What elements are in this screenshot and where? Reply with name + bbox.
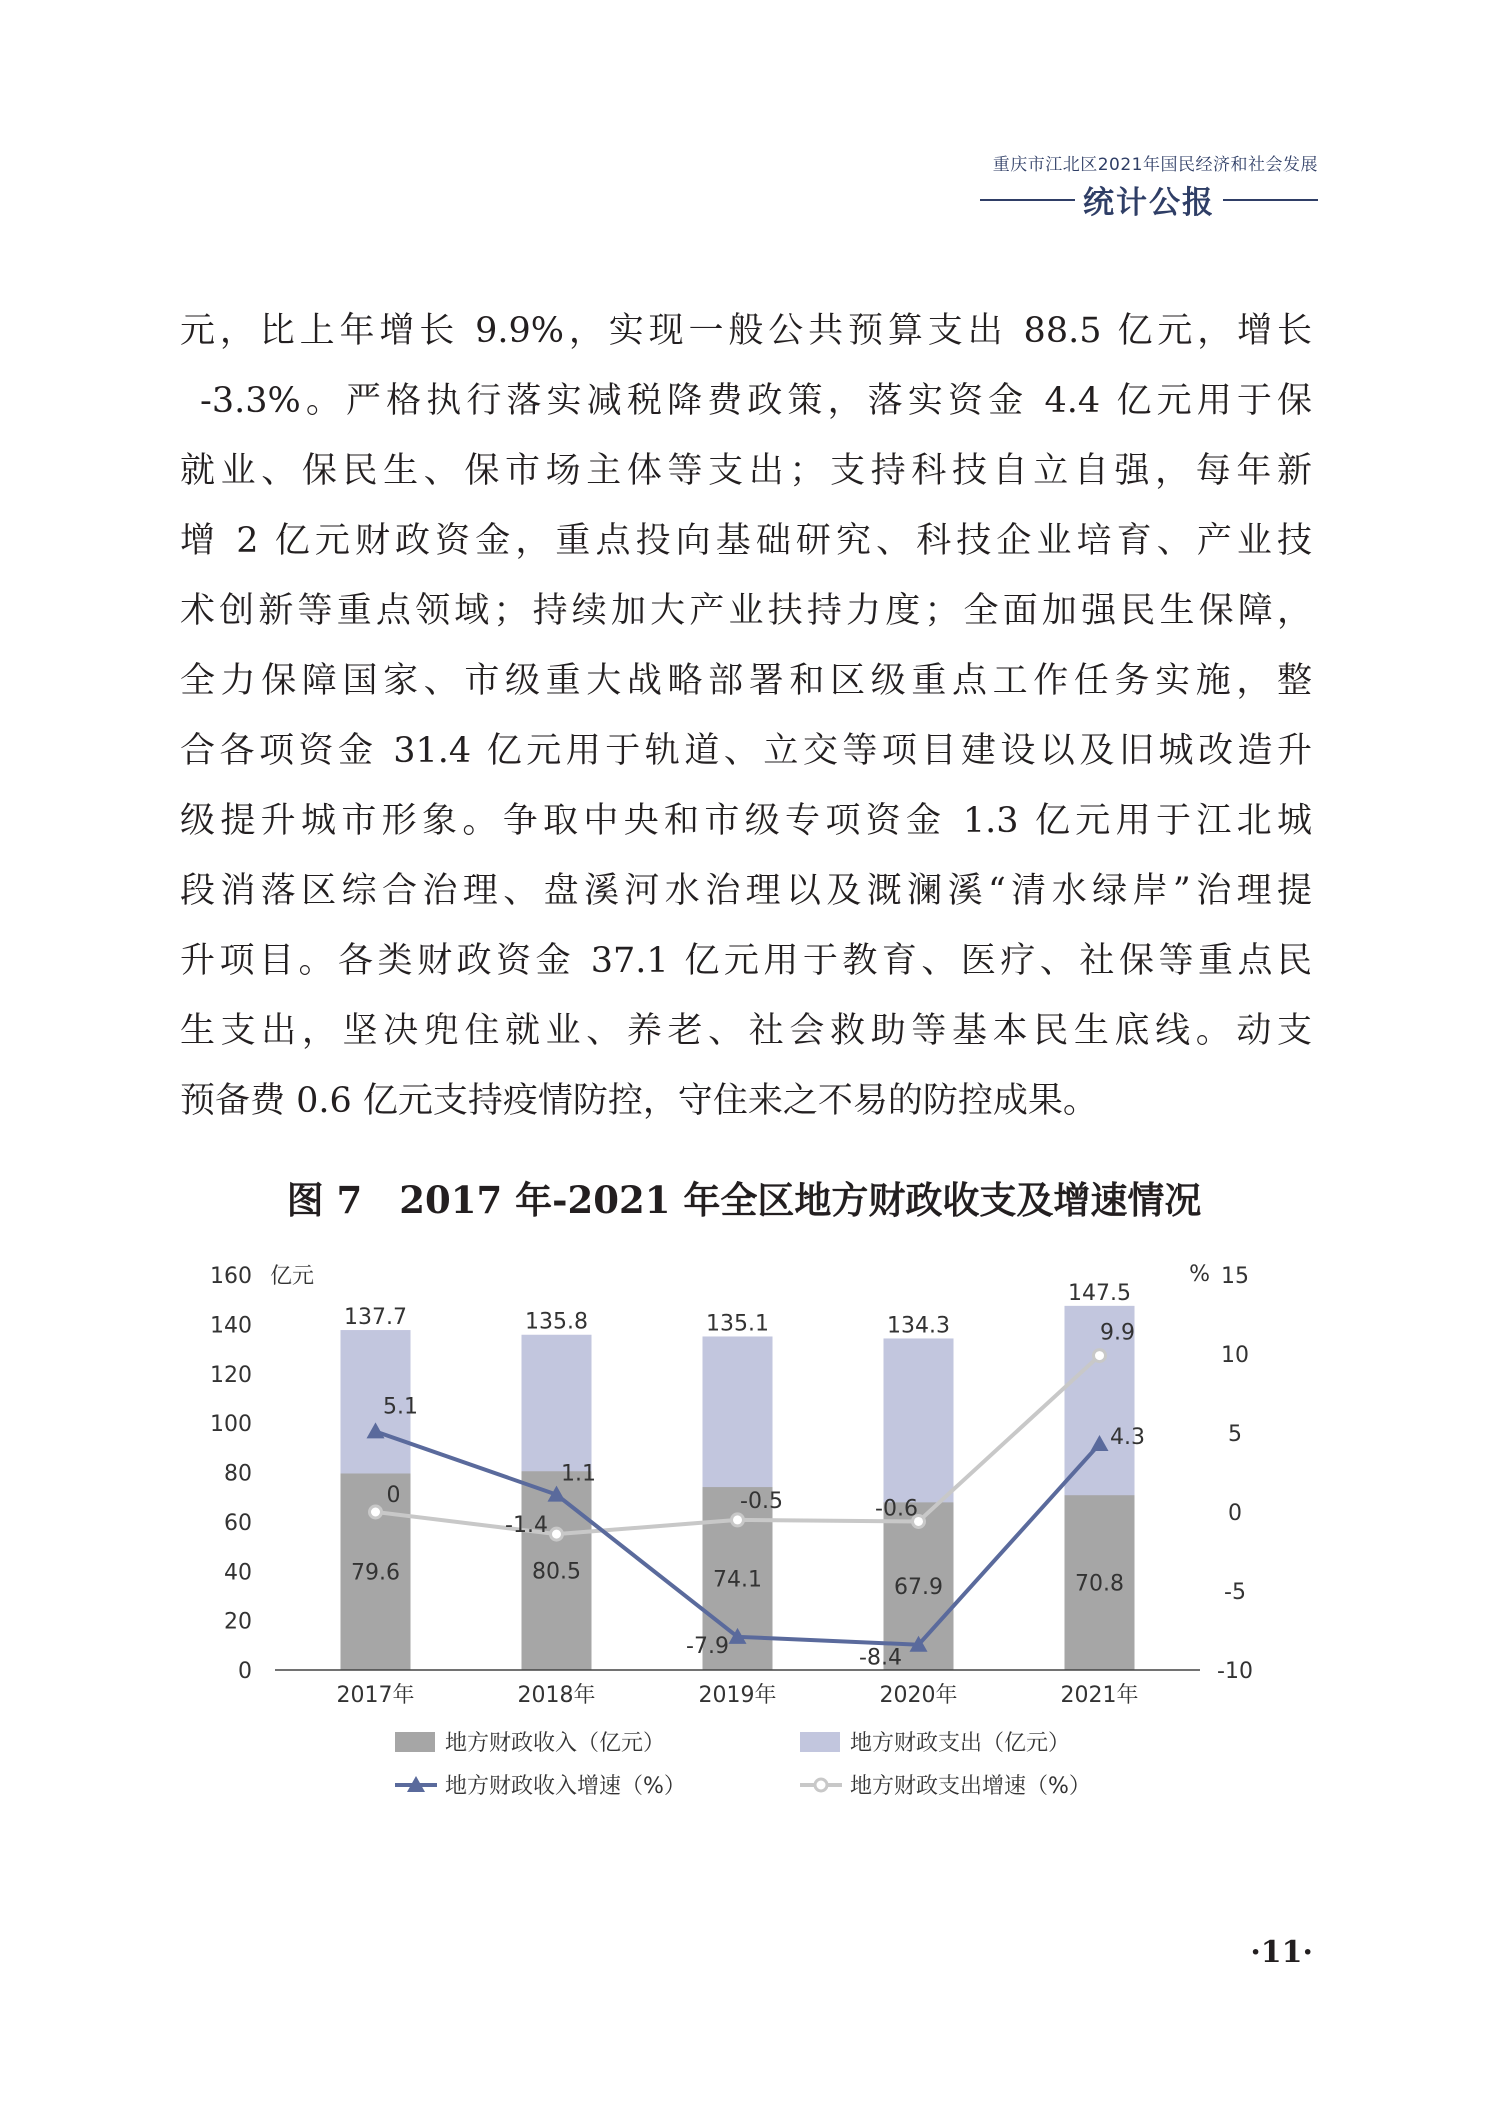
report-header (958, 150, 1318, 222)
x-axis-category-label: 2020年 (879, 1683, 958, 1708)
paragraph-line: 元，比上年增长 9.9%，实现一般公共预算支出 88.5 亿元，增长 (180, 311, 1312, 351)
left-axis-tick-label: 80 (224, 1461, 252, 1487)
income-growth-label: 5.1 (383, 1394, 418, 1420)
right-axis-tick-label: 10 (1221, 1343, 1249, 1368)
expenditure-growth-point (732, 1514, 744, 1526)
paragraph-line: 合各项资金 31.4 亿元用于轨道、立交等项目建设以及旧城改造升 (180, 731, 1312, 771)
right-axis-tick-label: 5 (1228, 1422, 1242, 1447)
left-axis-tick-label: 0 (238, 1659, 252, 1684)
paragraph-line: 全力保障国家、市级重大战略部署和区级重点工作任务实施，整 (180, 661, 1312, 701)
legend-label: 地方财政收入（亿元） (445, 1731, 666, 1756)
paragraph-line: 段消落区综合治理、盘溪河水治理以及溉澜溪“清水绿岸”治理提 (180, 871, 1312, 911)
expenditure-growth-point (551, 1528, 563, 1540)
expenditure-growth-label: 9.9 (1100, 1320, 1135, 1346)
income-growth-label: 4.3 (1110, 1425, 1145, 1451)
left-axis-tick-label: 60 (224, 1510, 252, 1536)
income-value-label: 79.6 (351, 1560, 400, 1586)
expenditure-growth-label: 0 (386, 1483, 401, 1508)
figure-title: 图 7 2017 年-2021 年全区地方财政收支及增速情况 (286, 1178, 1202, 1222)
expenditure-growth-label: -0.6 (875, 1496, 918, 1522)
paragraph-line: -3.3%。严格执行落实减税降费政策，落实资金 4.4 亿元用于保 (200, 381, 1312, 421)
left-axis-unit: 亿元 (270, 1264, 315, 1289)
header-rule-right (1223, 199, 1318, 201)
paragraph-line: 级提升城市形象。争取中央和市级专项资金 1.3 亿元用于江北城 (180, 801, 1312, 841)
paragraph-line: 术创新等重点领域；持续加大产业扶持力度；全面加强民生保障， (180, 591, 1312, 631)
paragraph-line: 升项目。各类财政资金 37.1 亿元用于教育、医疗、社保等重点民 (180, 941, 1312, 981)
expenditure-growth-label: -1.4 (505, 1513, 548, 1539)
body-paragraph (180, 296, 1312, 1136)
expenditure-growth-point (1094, 1350, 1106, 1362)
x-axis-category-label: 2017年 (336, 1683, 415, 1708)
legend-label: 地方财政收入增速（%） (445, 1774, 686, 1799)
paragraph-line: 增 2 亿元财政资金，重点投向基础研究、科技企业培育、产业技 (180, 521, 1312, 561)
legend-label: 地方财政支出增速（%） (850, 1774, 1091, 1799)
income-growth-label: -7.9 (686, 1633, 729, 1659)
expenditure-value-label: 135.1 (706, 1311, 769, 1337)
legend-swatch (395, 1732, 435, 1752)
expenditure-value-label: 137.7 (344, 1305, 407, 1331)
page-number: ·11· (1250, 1935, 1313, 1970)
header-title-row (958, 177, 1318, 222)
right-axis-tick-label: -5 (1224, 1580, 1246, 1605)
right-axis-tick-label: 0 (1228, 1501, 1242, 1526)
legend-label: 地方财政支出（亿元） (850, 1731, 1071, 1756)
right-axis-tick-label: -10 (1217, 1659, 1253, 1684)
paragraph-line: 预备费 0.6 亿元支持疫情防控，守住来之不易的防控成果。 (180, 1081, 1098, 1121)
header-title: 统计公报 (1083, 185, 1215, 221)
income-value-label: 80.5 (532, 1559, 581, 1585)
legend-marker (815, 1779, 827, 1791)
right-axis-unit: % (1189, 1262, 1210, 1287)
header-rule-left (980, 199, 1075, 201)
legend-swatch (800, 1732, 840, 1752)
income-growth-label: 1.1 (561, 1461, 596, 1487)
left-axis-tick-label: 140 (210, 1313, 252, 1339)
left-axis-tick-label: 120 (210, 1362, 252, 1388)
left-axis-tick-label: 20 (224, 1609, 252, 1635)
expenditure-value-label: 135.8 (525, 1309, 588, 1335)
paragraph-line: 就业、保民生、保市场主体等支出；支持科技自立自强，每年新 (180, 451, 1312, 491)
expenditure-value-label: 147.5 (1068, 1280, 1131, 1306)
income-value-label: 67.9 (894, 1575, 943, 1601)
left-axis-tick-label: 100 (210, 1412, 252, 1438)
right-axis-tick-label: 15 (1221, 1264, 1249, 1289)
expenditure-growth-label: -0.5 (740, 1488, 783, 1514)
expenditure-value-label: 134.3 (887, 1313, 950, 1339)
income-value-label: 74.1 (713, 1567, 762, 1593)
header-subtitle: 重庆市江北区2021年国民经济和社会发展 (992, 155, 1318, 175)
expenditure-growth-point (370, 1506, 382, 1518)
fiscal-chart (190, 1250, 1320, 1830)
income-value-label: 70.8 (1075, 1571, 1124, 1597)
x-axis-category-label: 2019年 (698, 1683, 777, 1708)
x-axis-category-label: 2021年 (1060, 1683, 1139, 1708)
left-axis-tick-label: 160 (210, 1264, 252, 1289)
paragraph-line: 生支出，坚决兜住就业、养老、社会救助等基本民生底线。动支 (180, 1011, 1312, 1051)
x-axis-category-label: 2018年 (517, 1683, 596, 1708)
left-axis-tick-label: 40 (224, 1560, 252, 1586)
income-growth-label: -8.4 (859, 1645, 902, 1671)
